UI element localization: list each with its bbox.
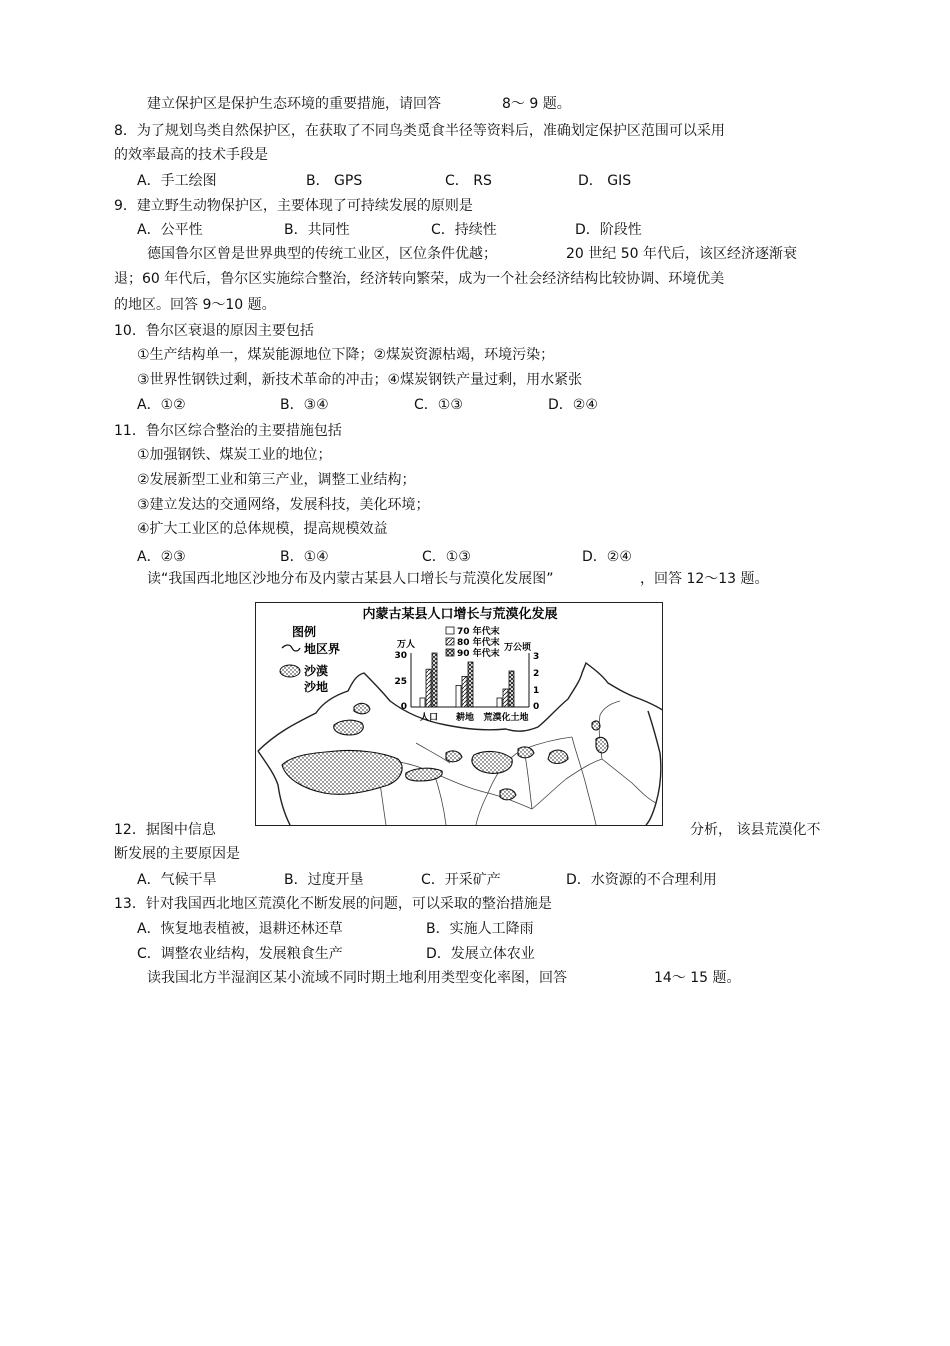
q9-option-b: B．共同性: [284, 222, 350, 238]
right-tick-1: 1: [533, 686, 540, 696]
legend-boundary-label: 地区界: [304, 642, 341, 656]
q10-option-c: C．①③: [414, 397, 463, 413]
left-tick-0: 0: [400, 702, 407, 712]
q8-option-b: B． GPS: [306, 173, 363, 189]
q8-option-c: C． RS: [445, 173, 492, 189]
q11-option-d: D．②④: [582, 549, 632, 565]
q13-option-a: A．恢复地表植被，退耕还林还草: [137, 921, 343, 937]
q12-option-d: D．水资源的不合理利用: [566, 872, 717, 888]
bar-chart: [394, 625, 539, 723]
figure-svg: [256, 603, 663, 826]
bar-population-80s: [426, 669, 431, 707]
left-axis-unit: 万人: [397, 640, 416, 650]
intro-ruhr-line2: 退；60 年代后，鲁尔区实施综合整治，经济转向繁荣，成为一个社会经济结构比较协调、环境优美: [114, 271, 725, 287]
q11-option-c: C．①③: [422, 549, 471, 565]
q10-option-b: B．③④: [280, 397, 329, 413]
q11-option-b: B．①④: [280, 549, 329, 565]
q8-stem-line2: 的效率最高的技术手段是: [114, 147, 268, 163]
figure-legend: [280, 624, 340, 694]
series-legend-swatch-90s: [446, 649, 454, 656]
figure-map-chart: [255, 602, 663, 826]
category-label-desertified: 荒漠化土地: [483, 713, 529, 723]
q8-option-d: D． GIS: [578, 173, 632, 189]
intro-14-15-text: 读我国北方半湿润区某小流域不同时期土地利用类型变化率图，回答: [147, 970, 567, 986]
bar-desertified-90s: [509, 671, 514, 707]
q8-stem-line1: 8．为了规划鸟类自然保护区，在获取了不同鸟类觅食半径等资料后，准确划定保护区范围可以采用: [114, 123, 725, 139]
series-legend-70s: 70 年代末: [457, 627, 500, 637]
bar-population-70s: [420, 698, 425, 707]
q10-option-d: D．②④: [548, 397, 598, 413]
bar-farmland-80s: [462, 676, 467, 707]
series-legend-swatch-80s: [446, 638, 454, 645]
right-axis-unit: 万公顷: [504, 643, 532, 653]
q11-item-2: ②发展新型工业和第三产业，调整工业结构；: [137, 472, 416, 488]
intro-8-9-text: 建立保护区是保护生态环境的重要措施，请回答: [147, 96, 441, 112]
q11-item-3: ③建立发达的交通网络，发展科技，美化环境；: [137, 497, 430, 513]
q10-stem: 10．鲁尔区衰退的原因主要包括: [114, 323, 314, 339]
q8-option-a: A．手工绘图: [137, 173, 217, 189]
q11-option-a: A．②③: [137, 549, 186, 565]
q10-option-a: A．①②: [137, 397, 186, 413]
intro-ruhr-line1b: 20 世纪 50 年代后，该区经济逐渐衰: [566, 246, 797, 262]
right-tick-3: 3: [533, 652, 540, 662]
q10-item-line2: ③世界性钢铁过剩，新技术革命的冲击；④煤炭钢铁产量过剩，用水紧张: [137, 372, 583, 388]
legend-boundary-symbol: [282, 645, 300, 651]
legend-desert-symbol: [280, 665, 300, 677]
q13-option-b: B．实施人工降雨: [426, 921, 534, 937]
series-legend-swatch-70s: [446, 627, 454, 634]
bar-farmland-90s: [468, 662, 473, 707]
legend-title: 图例: [292, 625, 317, 639]
bar-farmland-70s: [456, 685, 461, 707]
q12-stem-a: 12．据图中信息: [114, 822, 216, 838]
left-tick-30: 30: [394, 651, 407, 661]
intro-figure-text: 读“我国西北地区沙地分布及内蒙古某县人口增长与荒漠化发展图”: [147, 571, 554, 587]
intro-8-9-range: 8～ 9 题。: [502, 96, 571, 112]
q12-stem-b: 分析， 该县荒漠化不: [690, 822, 821, 838]
q11-item-4: ④扩大工业区的总体规模，提高规模效益: [137, 521, 388, 537]
intro-14-15-range: 14～ 15 题。: [654, 970, 741, 986]
series-legend-90s: 90 年代末: [457, 649, 500, 659]
bar-population-90s: [432, 653, 437, 707]
q12-option-a: A．气候干旱: [137, 872, 217, 888]
right-tick-0: 0: [533, 702, 540, 712]
bars-group: [420, 653, 514, 707]
q11-item-1: ①加强钢铁、煤炭工业的地位；: [137, 447, 332, 463]
left-tick-25: 25: [394, 677, 407, 687]
right-tick-2: 2: [533, 669, 540, 679]
intro-ruhr-line3: 的地区。回答 9～10 题。: [114, 297, 276, 313]
q13-option-d: D．发展立体农业: [426, 946, 535, 962]
q11-stem: 11．鲁尔区综合整治的主要措施包括: [114, 423, 342, 439]
intro-figure-range: ，回答 12～13 题。: [640, 571, 769, 587]
q9-stem: 9．建立野生动物保护区，主要体现了可持续发展的原则是: [114, 198, 473, 214]
bar-desertified-70s: [497, 698, 502, 707]
q13-option-c: C．调整农业结构，发展粮食生产: [137, 946, 343, 962]
figure-title: 内蒙古某县人口增长与荒漠化发展: [362, 607, 558, 622]
q12-option-c: C．开采矿产: [421, 872, 501, 888]
bar-desertified-80s: [503, 689, 508, 707]
category-label-population: 人口: [419, 713, 439, 723]
q12-option-b: B．过度开垦: [284, 872, 364, 888]
q13-stem: 13．针对我国西北地区荒漠化不断发展的问题，可以采取的整治措施是: [114, 896, 552, 912]
q12-stem-c: 断发展的主要原因是: [114, 846, 240, 862]
series-legend-80s: 80 年代末: [457, 638, 500, 648]
q9-option-a: A．公平性: [137, 222, 203, 238]
legend-desert-label-2: 沙地: [304, 680, 329, 694]
legend-desert-label-1: 沙漠: [304, 664, 329, 678]
intro-ruhr-line1a: 德国鲁尔区曾是世界典型的传统工业区，区位条件优越；: [147, 246, 497, 262]
q10-item-line1: ①生产结构单一，煤炭能源地位下降；②煤炭资源枯竭，环境污染；: [137, 347, 555, 363]
category-label-farmland: 耕地: [455, 713, 475, 723]
q9-option-c: C．持续性: [431, 222, 497, 238]
q9-option-d: D．阶段性: [575, 222, 642, 238]
